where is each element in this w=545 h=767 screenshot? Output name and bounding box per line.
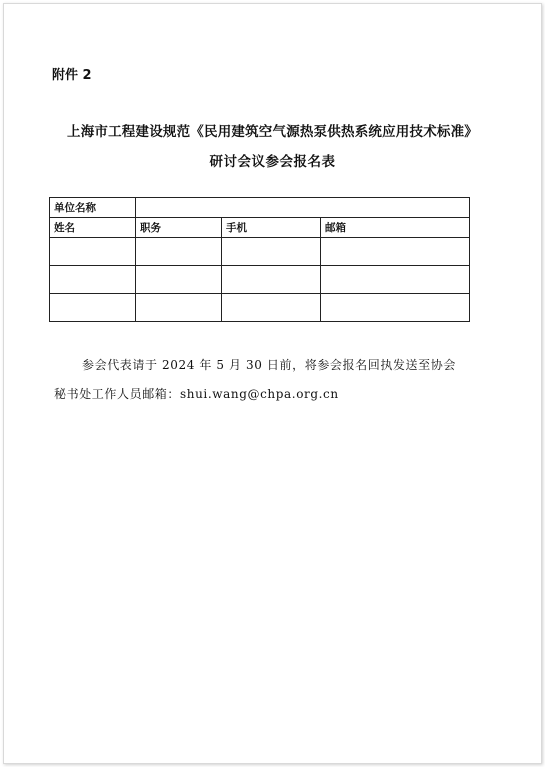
document-title: 上海市工程建设规范《民用建筑空气源热泵供热系统应用技术标准》	[67, 124, 478, 140]
unit-name-label: 单位名称	[50, 198, 136, 218]
column-header-name: 姓名	[50, 218, 136, 238]
unit-row	[50, 198, 470, 218]
table-row	[50, 266, 470, 294]
column-header-mobile: 手机	[222, 218, 321, 238]
position-cell[interactable]	[136, 294, 222, 322]
name-cell[interactable]	[50, 294, 136, 322]
submission-notice	[54, 351, 484, 409]
registration-table	[49, 197, 470, 322]
column-header-position: 职务	[136, 218, 222, 238]
position-cell[interactable]	[136, 238, 222, 266]
email-cell[interactable]	[321, 266, 470, 294]
mobile-cell[interactable]	[222, 266, 321, 294]
table-row	[50, 294, 470, 322]
position-cell[interactable]	[136, 266, 222, 294]
mobile-cell[interactable]	[222, 294, 321, 322]
notice-text-1: 参会代表请于 2024 年 5 月 30 日前，将参会报名回执发送至协会	[82, 358, 456, 372]
document-subtitle: 研讨会议参会报名表	[209, 154, 336, 170]
table-header-row	[50, 218, 470, 238]
email-cell[interactable]	[321, 238, 470, 266]
attachment-label: 附件 2	[52, 68, 92, 83]
name-cell[interactable]	[50, 266, 136, 294]
column-header-email: 邮箱	[321, 218, 470, 238]
notice-line-1	[54, 351, 484, 380]
mobile-cell[interactable]	[222, 238, 321, 266]
name-cell[interactable]	[50, 238, 136, 266]
unit-name-field[interactable]	[136, 198, 470, 218]
email-cell[interactable]	[321, 294, 470, 322]
notice-line-2: 秘书处工作人员邮箱：shui.wang@chpa.org.cn	[54, 387, 339, 401]
table-row	[50, 238, 470, 266]
